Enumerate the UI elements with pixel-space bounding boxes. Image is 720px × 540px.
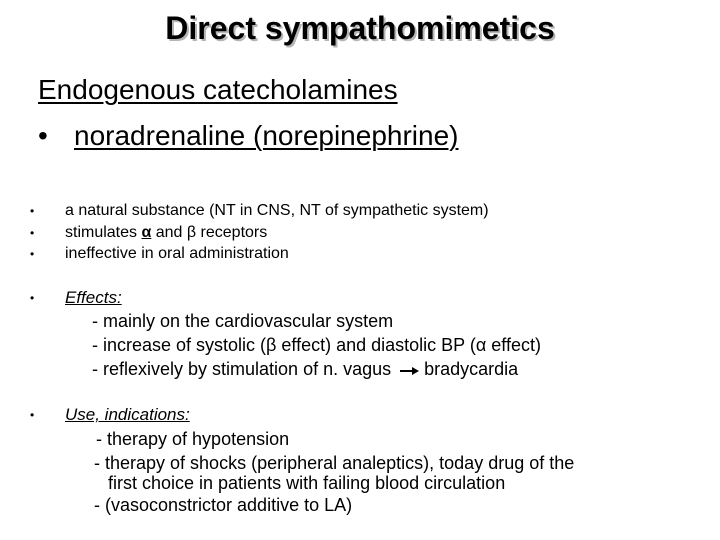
bullet-icon: • [30,247,35,261]
effect-vagus [92,358,518,380]
effect-bradycardia: bradycardia [424,359,519,379]
bullet-icon: • [30,204,35,218]
use-indications-label: Use, indications: [65,405,190,424]
effect-cardiovascular: - mainly on the cardiovascular system [92,311,394,331]
bullet-icon: • [30,408,35,422]
stimulates-prefix: stimulates [65,224,142,241]
main-bullet-icon: • [38,120,48,151]
property-ineffective-oral: ineffective in oral administration [65,245,289,262]
main-bullet-text: noradrenaline (norepinephrine) [74,120,459,151]
bullet-icon: • [30,226,35,240]
right-arrow-icon [398,363,420,377]
alpha-symbol: α [141,224,152,241]
effect-blood-pressure: - increase of systolic (β effect) and diastolic BP (α effect) [92,335,541,355]
slide-title: Direct sympathomimetics [165,10,555,46]
bullet-icon: • [30,291,35,305]
use-vasoconstrictor: - (vasoconstrictor additive to LA) [94,495,353,515]
use-hypotension: - therapy of hypotension [96,429,290,449]
property-stimulates [65,223,267,243]
subheading: Endogenous catecholamines [38,74,398,105]
stimulates-suffix: and β receptors [151,224,268,241]
use-shocks: - therapy of shocks (peripheral analeptics), today drug of the [94,453,575,473]
property-natural-substance: a natural substance (NT in CNS, NT of sympathetic system) [65,202,489,219]
effect-vagus-text: - reflexively by stimulation of n. vagus [92,359,397,379]
effects-label: Effects: [65,288,122,307]
use-shocks-continued: first choice in patients with failing blood circulation [108,473,506,493]
